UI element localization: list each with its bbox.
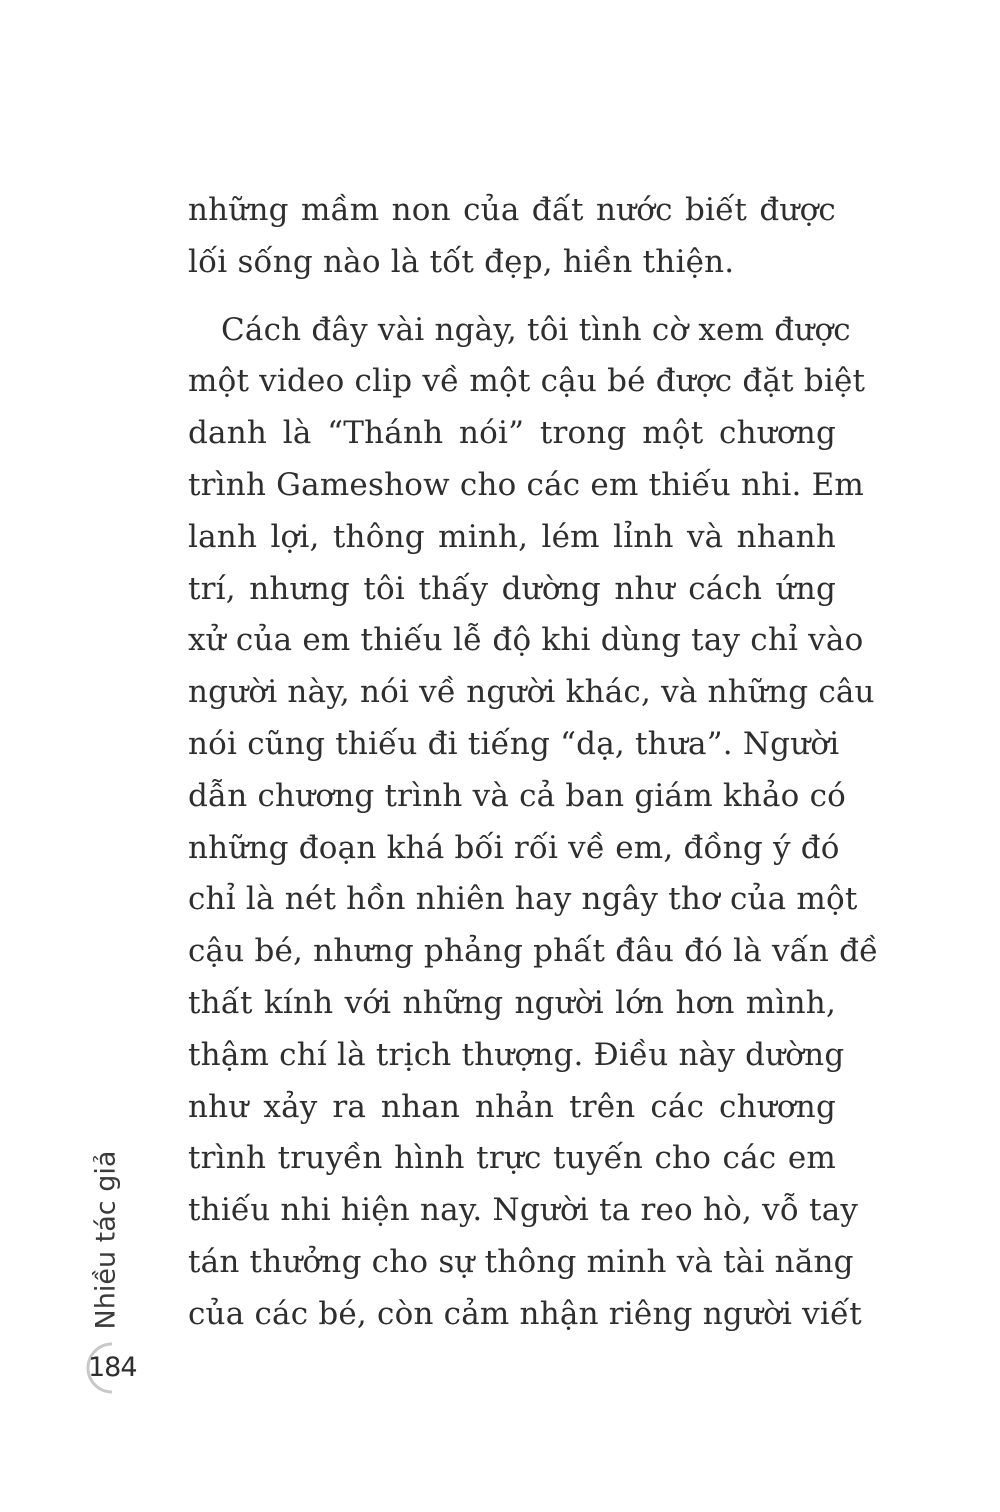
text-line: trình Gameshow cho các em thiếu nhi. Em <box>188 466 864 503</box>
page-number-badge <box>82 1340 138 1396</box>
text-line: danh là “Thánh nói” trong một chương <box>188 415 836 452</box>
text-line: tán thưởng cho sự thông minh và tài năng <box>188 1243 854 1280</box>
text-line: thiếu nhi hiện nay. Người ta reo hò, vỗ tay <box>188 1192 859 1229</box>
body-text <box>188 185 879 1341</box>
text-line: trí, nhưng tôi thấy dường như cách ứng <box>188 570 836 607</box>
text-line: chỉ là nét hồn nhiên hay ngây thơ của một <box>188 881 858 918</box>
text-line: Cách đây vài ngày, tôi tình cờ xem được <box>221 311 851 348</box>
text-line: thất kính với những người lớn hơn mình, <box>188 984 836 1021</box>
text-line: lối sống nào là tốt đẹp, hiền thiện. <box>188 243 735 280</box>
text-line: xử của em thiếu lễ độ khi dùng tay chỉ vào <box>188 622 864 659</box>
text-line: như xảy ra nhan nhản trên các chương <box>188 1088 836 1125</box>
text-line: nói cũng thiếu đi tiếng “dạ, thưa”. Người <box>188 725 840 762</box>
page-number: 184 <box>88 1352 137 1383</box>
text-line: những mầm non của đất nước biết được <box>188 192 836 228</box>
text-line: người này, nói về người khác, và những câu <box>188 674 875 711</box>
running-head-text: Nhiều tác giả <box>90 1150 122 1330</box>
text-line: trình truyền hình trực tuyến cho các em <box>188 1140 836 1177</box>
text-line: của các bé, còn cảm nhận riêng người viết <box>188 1295 862 1332</box>
running-head <box>84 1150 128 1330</box>
text-line: cậu bé, nhưng phảng phất đâu đó là vấn đề <box>188 933 879 970</box>
text-line: lanh lợi, thông minh, lém lỉnh và nhanh <box>188 518 836 555</box>
text-line: những đoạn khá bối rối về em, đồng ý đó <box>188 829 840 866</box>
paragraph-gap <box>188 289 836 305</box>
text-line: một video clip về một cậu bé được đặt biệt <box>188 363 866 400</box>
text-line: thậm chí là trịch thượng. Điều này dường <box>188 1036 845 1073</box>
text-line: dẫn chương trình và cả ban giám khảo có <box>188 777 847 814</box>
